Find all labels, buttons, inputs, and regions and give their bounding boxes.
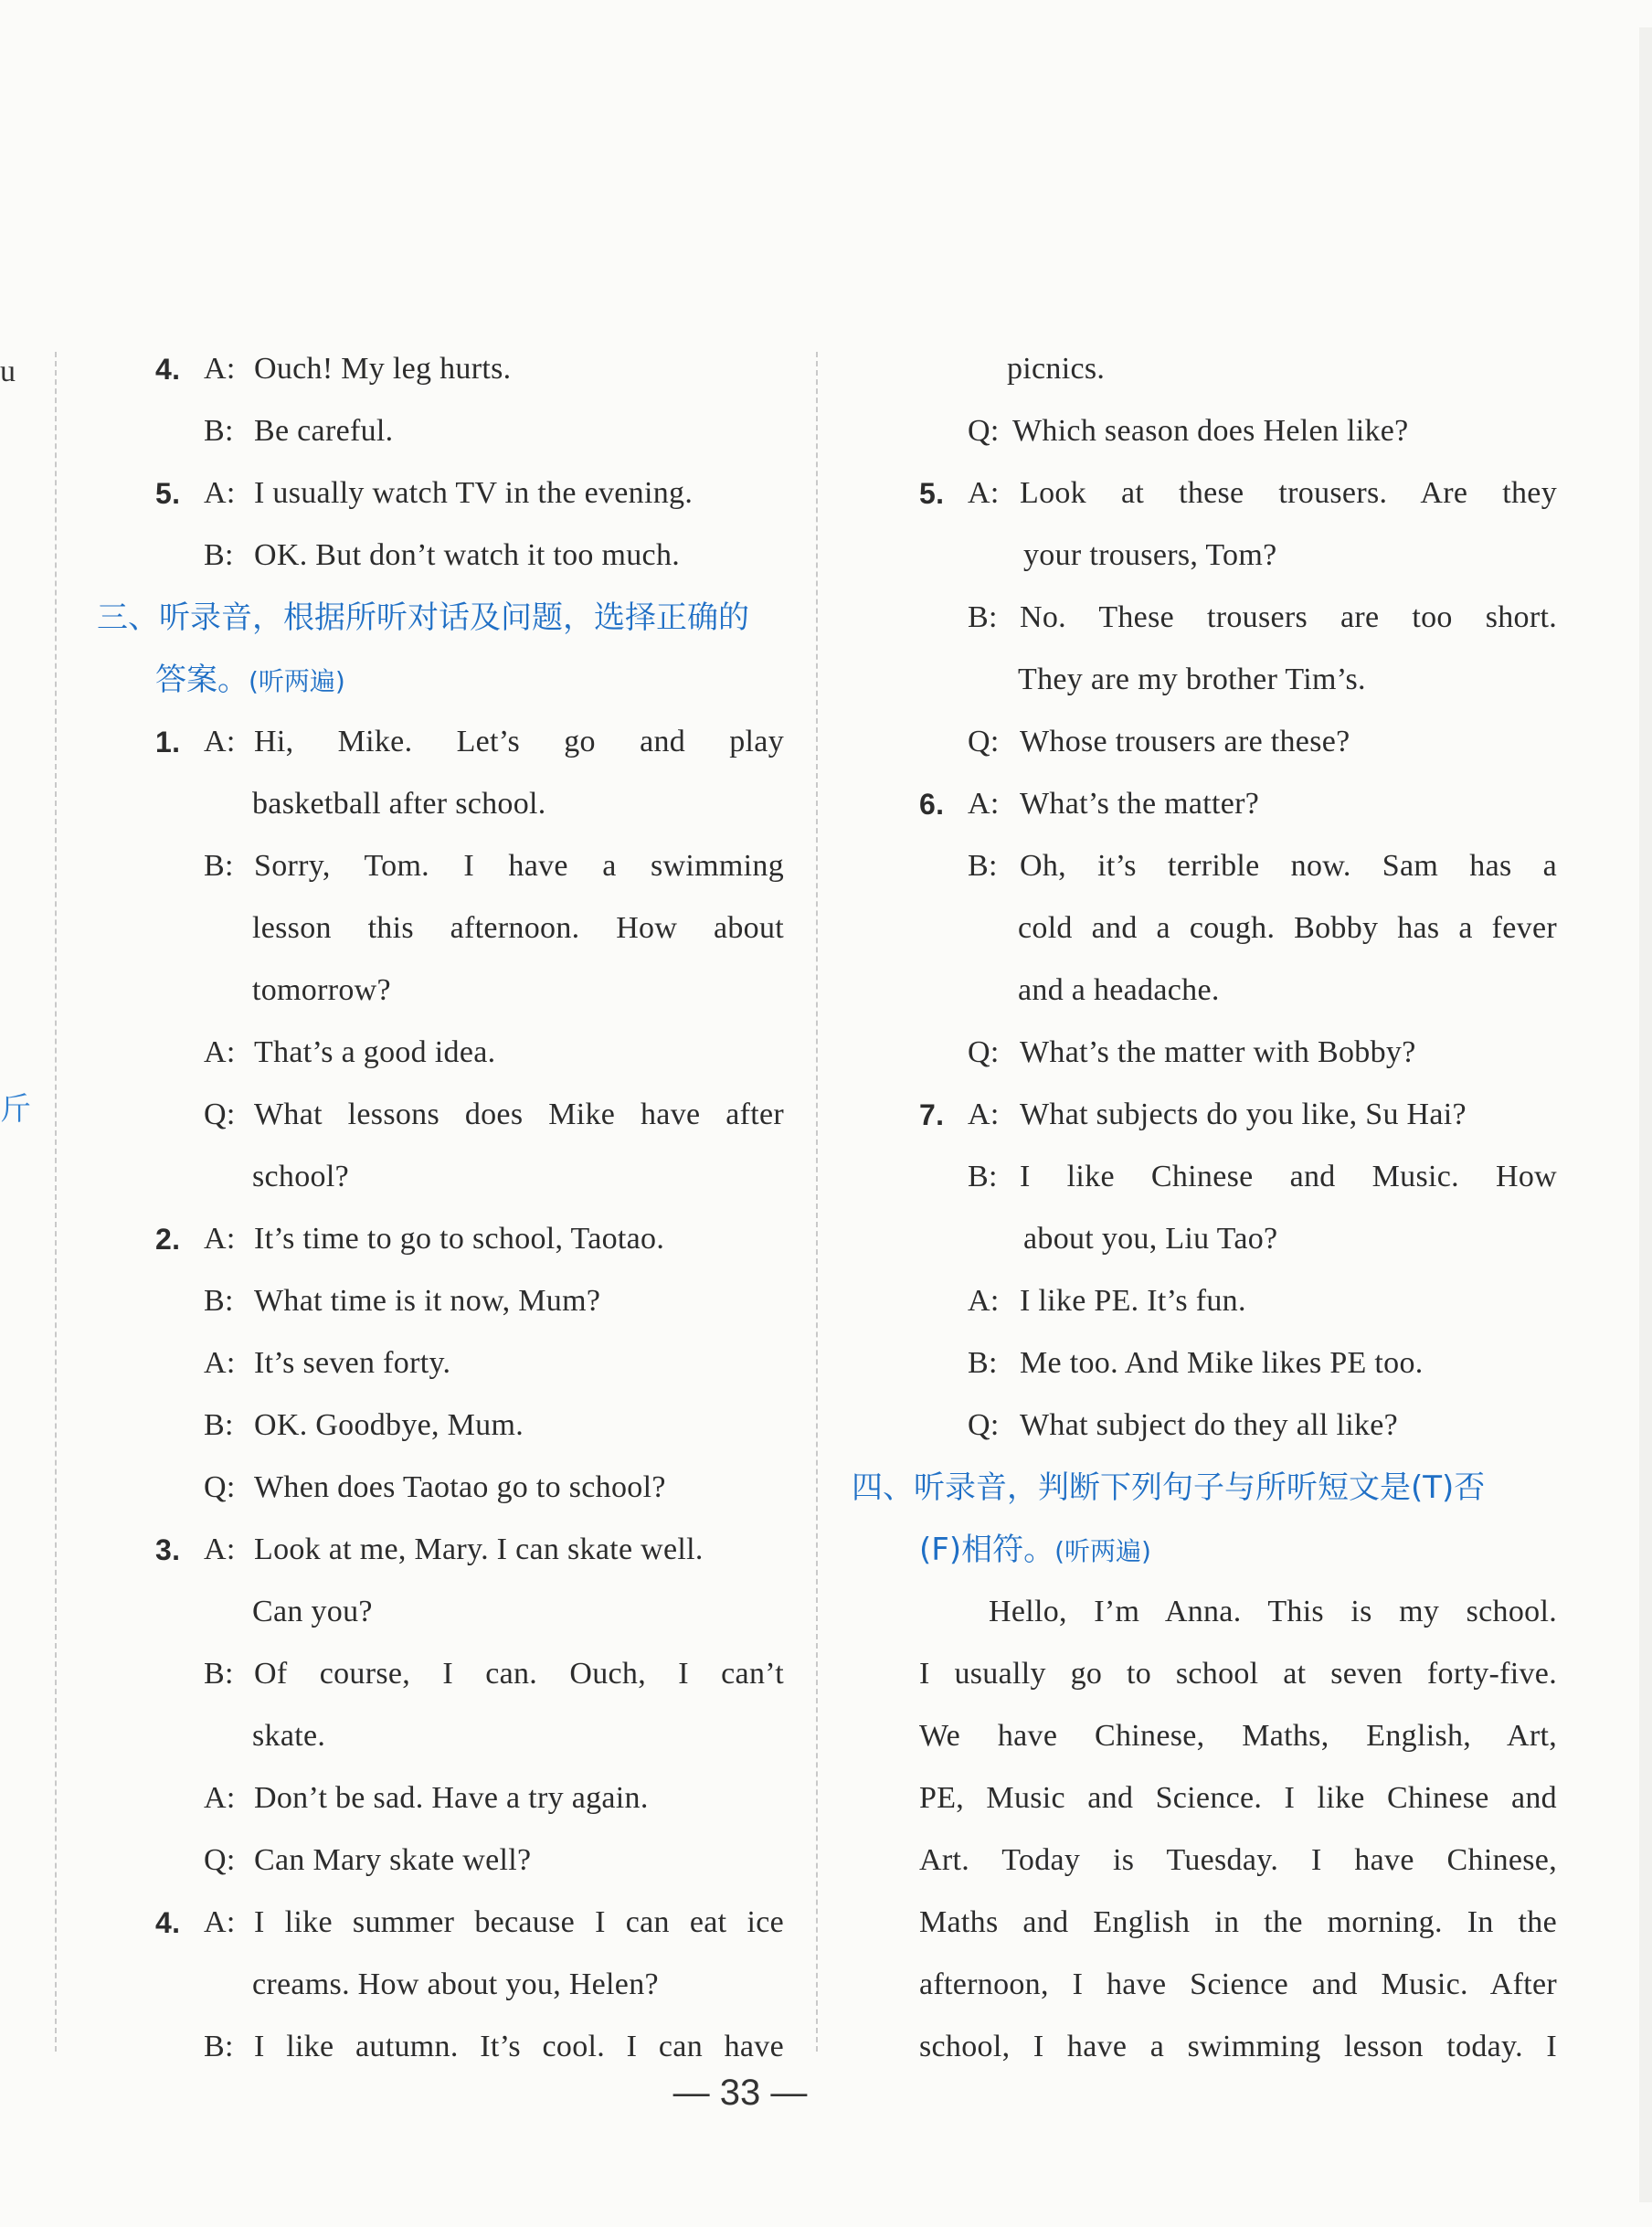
dialogue-text-cont: tomorrow? bbox=[252, 973, 391, 1007]
dialogue-line bbox=[90, 711, 784, 773]
dialogue-text: That’s a good idea. bbox=[254, 1035, 496, 1069]
section-hint: (听两遍) bbox=[249, 666, 345, 696]
dialogue-text: OK. But don’t watch it too much. bbox=[254, 538, 681, 572]
dialogue-text: Sorry, Tom. I have a swimming bbox=[254, 849, 784, 883]
dialogue-text: Hi, Mike. Let’s go and play bbox=[254, 725, 784, 758]
section-heading bbox=[90, 649, 784, 711]
speaker-label: A: bbox=[968, 787, 1000, 821]
question-text: Can Mary skate well? bbox=[254, 1843, 532, 1877]
dialogue-text-cont: and a headache. bbox=[1018, 973, 1220, 1007]
item-number: 4. bbox=[155, 1906, 181, 1939]
column-divider bbox=[816, 352, 818, 2052]
speaker-label: A: bbox=[204, 1781, 236, 1815]
question-line bbox=[90, 1829, 784, 1892]
question-line bbox=[853, 1022, 1557, 1084]
speaker-label: A: bbox=[204, 352, 236, 386]
dialogue-line bbox=[90, 525, 784, 587]
section-title-cont bbox=[155, 649, 345, 713]
dialogue-text-cont: lesson this afternoon. How about bbox=[252, 911, 784, 945]
question-text: When does Taotao go to school? bbox=[254, 1470, 666, 1504]
dialogue-text-cont: basketball after school. bbox=[252, 787, 546, 821]
dialogue-line bbox=[90, 773, 784, 835]
question-line bbox=[853, 400, 1557, 462]
passage-line bbox=[853, 1767, 1557, 1829]
left-column bbox=[90, 338, 784, 2078]
dialogue-line bbox=[853, 1084, 1557, 1146]
speaker-label: B: bbox=[968, 1160, 998, 1193]
dialogue-line bbox=[853, 587, 1557, 649]
dialogue-text: I like Chinese and Music. How bbox=[1020, 1160, 1557, 1193]
dialogue-text: Me too. And Mike likes PE too. bbox=[1020, 1346, 1424, 1380]
passage-text: We have Chinese, Maths, English, Art, bbox=[919, 1719, 1557, 1753]
passage-text: Hello, I’m Anna. This is my school. bbox=[989, 1595, 1557, 1628]
item-number: 7. bbox=[919, 1098, 945, 1131]
speaker-label: B: bbox=[204, 1284, 234, 1318]
dialogue-text: What time is it now, Mum? bbox=[254, 1284, 601, 1318]
speaker-label: A: bbox=[204, 725, 236, 758]
page-number: — 33 — bbox=[672, 2073, 808, 2113]
dialogue-text-cont: picnics. bbox=[1007, 352, 1106, 386]
question-text-cont: school? bbox=[252, 1160, 349, 1193]
dialogue-text: OK. Goodbye, Mum. bbox=[254, 1408, 524, 1442]
dialogue-line bbox=[853, 897, 1557, 960]
item-number: 1. bbox=[155, 726, 181, 758]
dialogue-line bbox=[90, 1892, 784, 1954]
section-title-text: (F)相符。 bbox=[919, 1532, 1055, 1568]
passage-line bbox=[853, 1892, 1557, 1954]
dialogue-text-cont: cold and a cough. Bobby has a fever bbox=[1018, 911, 1557, 945]
section-heading bbox=[90, 587, 784, 649]
section-title-text: 答案。 bbox=[155, 662, 249, 698]
passage-line bbox=[853, 1581, 1557, 1643]
speaker-label: Q: bbox=[204, 1843, 236, 1877]
dialogue-line bbox=[90, 1954, 784, 2016]
section-heading bbox=[853, 1457, 1557, 1519]
right-column bbox=[853, 338, 1557, 2078]
dialogue-line bbox=[90, 835, 784, 897]
speaker-label: A: bbox=[204, 1035, 236, 1069]
dialogue-line bbox=[90, 338, 784, 400]
dialogue-text: What’s the matter? bbox=[1020, 787, 1260, 821]
column-divider bbox=[55, 352, 57, 2052]
dialogue-line bbox=[90, 1581, 784, 1643]
passage-text: Maths and English in the morning. In the bbox=[919, 1905, 1557, 1939]
question-line bbox=[90, 1457, 784, 1519]
dialogue-line bbox=[853, 462, 1557, 525]
item-number: 5. bbox=[155, 477, 181, 510]
item-number: 6. bbox=[919, 788, 945, 821]
item-number: 2. bbox=[155, 1223, 181, 1256]
dialogue-text: I like summer because I can eat ice bbox=[254, 1905, 784, 1939]
speaker-label: B: bbox=[204, 538, 234, 572]
dialogue-text-cont: your trousers, Tom? bbox=[1023, 538, 1277, 572]
dialogue-line bbox=[90, 1208, 784, 1270]
dialogue-text-cont: They are my brother Tim’s. bbox=[1018, 663, 1366, 696]
question-text: Which season does Helen like? bbox=[1012, 414, 1409, 448]
dialogue-line bbox=[90, 1022, 784, 1084]
passage-line bbox=[853, 1954, 1557, 2016]
dialogue-line bbox=[90, 897, 784, 960]
passage-text: I usually go to school at seven forty-five. bbox=[919, 1657, 1557, 1691]
dialogue-line bbox=[853, 1270, 1557, 1332]
dialogue-text: It’s time to go to school, Taotao. bbox=[254, 1222, 665, 1256]
dialogue-text: Be careful. bbox=[254, 414, 394, 448]
speaker-label: A: bbox=[204, 1532, 236, 1566]
speaker-label: B: bbox=[204, 849, 234, 883]
dialogue-line bbox=[90, 462, 784, 525]
dialogue-text: I like autumn. It’s cool. I can have bbox=[254, 2030, 784, 2063]
speaker-label: Q: bbox=[968, 1408, 1000, 1442]
dialogue-line bbox=[90, 1767, 784, 1829]
speaker-label: Q: bbox=[968, 725, 1000, 758]
dialogue-text-cont: skate. bbox=[252, 1719, 326, 1753]
dialogue-text: Look at me, Mary. I can skate well. bbox=[254, 1532, 704, 1566]
dialogue-text: No. These trousers are too short. bbox=[1020, 600, 1557, 634]
margin-fragment: 斤 bbox=[0, 1091, 31, 1128]
dialogue-text: Look at these trousers. Are they bbox=[1020, 476, 1557, 510]
speaker-label: B: bbox=[204, 414, 234, 448]
dialogue-line bbox=[853, 1332, 1557, 1395]
item-number: 4. bbox=[155, 353, 181, 386]
dialogue-line bbox=[90, 1705, 784, 1767]
question-line bbox=[90, 1084, 784, 1146]
passage-text: school, I have a swimming lesson today. I bbox=[919, 2030, 1557, 2063]
question-line bbox=[90, 1146, 784, 1208]
passage-line bbox=[853, 1643, 1557, 1705]
section-hint: (听两遍) bbox=[1054, 1536, 1151, 1566]
question-text: What lessons does Mike have after bbox=[254, 1098, 784, 1131]
page-edge bbox=[1639, 27, 1652, 2202]
dialogue-line bbox=[90, 1643, 784, 1705]
passage-line bbox=[853, 1705, 1557, 1767]
dialogue-text: Ouch! My leg hurts. bbox=[254, 352, 512, 386]
speaker-label: Q: bbox=[204, 1098, 236, 1131]
dialogue-text: What subjects do you like, Su Hai? bbox=[1020, 1098, 1467, 1131]
speaker-label: A: bbox=[204, 1222, 236, 1256]
dialogue-line bbox=[853, 835, 1557, 897]
dialogue-text-cont: creams. How about you, Helen? bbox=[252, 1967, 659, 2001]
section-title: 三、听录音，根据所听对话及问题，选择正确的 bbox=[97, 599, 749, 636]
speaker-label: B: bbox=[968, 1346, 998, 1380]
section-heading bbox=[853, 1519, 1557, 1581]
dialogue-line bbox=[853, 525, 1557, 587]
question-text: What subject do they all like? bbox=[1020, 1408, 1399, 1442]
passage-text: PE, Music and Science. I like Chinese and bbox=[919, 1781, 1557, 1815]
dialogue-text: Of course, I can. Ouch, I can’t bbox=[254, 1657, 784, 1691]
speaker-label: Q: bbox=[968, 414, 1000, 448]
speaker-label: A: bbox=[968, 1098, 1000, 1131]
speaker-label: B: bbox=[204, 2030, 234, 2063]
section-title-cont bbox=[919, 1519, 1151, 1583]
dialogue-line bbox=[853, 960, 1557, 1022]
passage-line bbox=[853, 1829, 1557, 1892]
speaker-label: A: bbox=[204, 1346, 236, 1380]
speaker-label: A: bbox=[968, 1284, 1000, 1318]
dialogue-line bbox=[853, 1208, 1557, 1270]
speaker-label: B: bbox=[968, 600, 998, 634]
item-number: 5. bbox=[919, 477, 945, 510]
speaker-label: A: bbox=[204, 1905, 236, 1939]
dialogue-line bbox=[90, 2016, 784, 2078]
question-line bbox=[853, 711, 1557, 773]
dialogue-text-cont: about you, Liu Tao? bbox=[1023, 1222, 1278, 1256]
question-text: Whose trousers are these? bbox=[1020, 725, 1350, 758]
section-title: 四、听录音，判断下列句子与所听短文是(T)否 bbox=[852, 1469, 1486, 1506]
question-line bbox=[853, 1395, 1557, 1457]
passage-line bbox=[853, 2016, 1557, 2078]
dialogue-text: Don’t be sad. Have a try again. bbox=[254, 1781, 649, 1815]
dialogue-text: I usually watch TV in the evening. bbox=[254, 476, 694, 510]
passage-text: afternoon, I have Science and Music. After bbox=[919, 1967, 1557, 2001]
speaker-label: Q: bbox=[204, 1470, 236, 1504]
dialogue-line bbox=[853, 649, 1557, 711]
margin-fragment: u bbox=[0, 355, 16, 388]
dialogue-line bbox=[90, 1519, 784, 1581]
dialogue-line bbox=[90, 960, 784, 1022]
dialogue-text-cont: Can you? bbox=[252, 1595, 373, 1628]
speaker-label: A: bbox=[968, 476, 1000, 510]
dialogue-text: Oh, it’s terrible now. Sam has a bbox=[1020, 849, 1557, 883]
dialogue-line bbox=[90, 400, 784, 462]
dialogue-line bbox=[853, 338, 1557, 400]
speaker-label: B: bbox=[204, 1657, 234, 1691]
speaker-label: A: bbox=[204, 476, 236, 510]
dialogue-line bbox=[853, 773, 1557, 835]
dialogue-text: I like PE. It’s fun. bbox=[1020, 1284, 1246, 1318]
dialogue-text: It’s seven forty. bbox=[254, 1346, 451, 1380]
dialogue-line bbox=[90, 1395, 784, 1457]
speaker-label: B: bbox=[204, 1408, 234, 1442]
dialogue-line bbox=[90, 1332, 784, 1395]
speaker-label: B: bbox=[968, 849, 998, 883]
passage-text: Art. Today is Tuesday. I have Chinese, bbox=[919, 1843, 1557, 1877]
speaker-label: Q: bbox=[968, 1035, 1000, 1069]
question-text: What’s the matter with Bobby? bbox=[1020, 1035, 1416, 1069]
item-number: 3. bbox=[155, 1533, 181, 1566]
dialogue-line bbox=[90, 1270, 784, 1332]
dialogue-line bbox=[853, 1146, 1557, 1208]
